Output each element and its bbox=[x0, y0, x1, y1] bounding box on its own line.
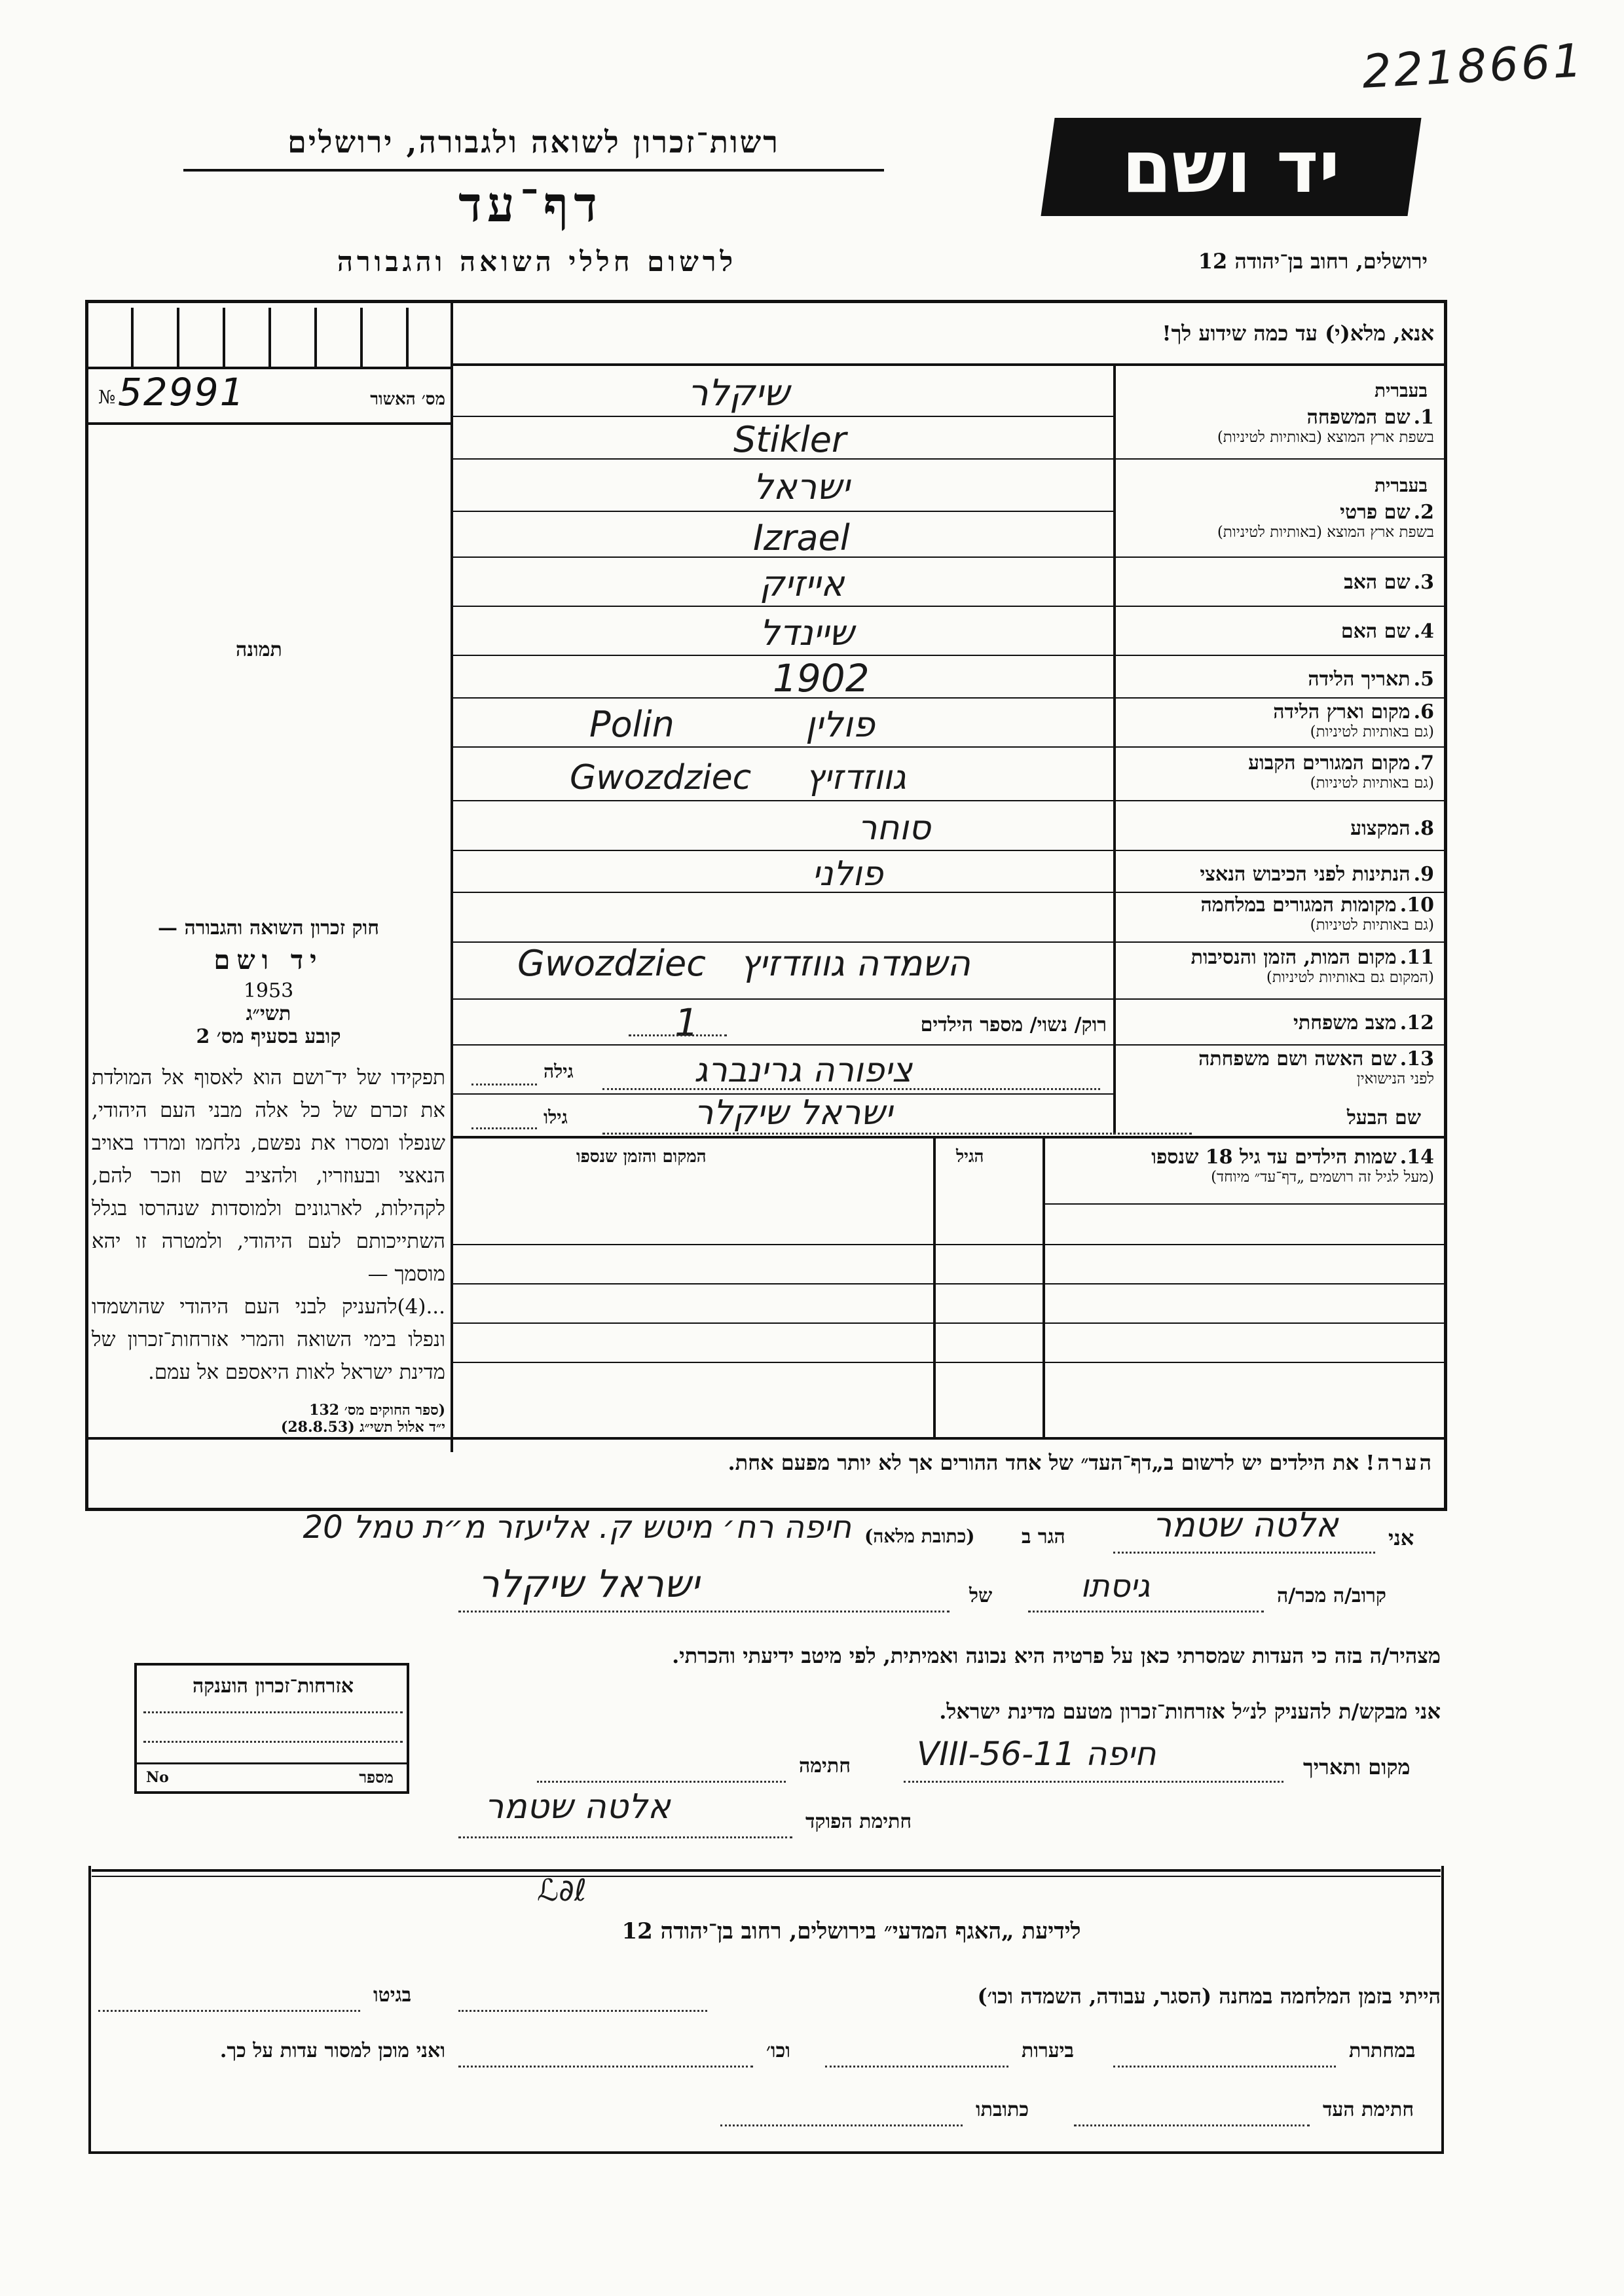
authority-heading: רשות־זכרון לשואה ולגבורה, ירושלים bbox=[287, 124, 780, 160]
residence-value: גווזדזיץ bbox=[805, 758, 906, 797]
left-column-divider bbox=[451, 300, 453, 1452]
field-7: 7. מקום המגורים הקבוע (גם באותיות לטיניות) bbox=[1248, 752, 1434, 792]
residence-latin-value: Gwozdziec bbox=[570, 758, 752, 797]
wife-age-label: גילה bbox=[544, 1061, 574, 1082]
registry-top-line bbox=[88, 367, 452, 369]
in-hebrew-1: בעברית bbox=[1374, 380, 1428, 401]
children-label: 14. שמות הילדים עד גיל 18 שנספו (מעל לגיל זה רושמים „דף־עד״ מיוחד) bbox=[1151, 1146, 1434, 1186]
nationality-value: פולני bbox=[812, 854, 883, 894]
decl-relative-label: קרוב/ה מכר/ה bbox=[1277, 1584, 1386, 1607]
decl-addr-label: (כתובת מלאה) bbox=[864, 1525, 975, 1547]
law-ref-date: י״ד אלול תשי״ג (28.8.53) bbox=[280, 1419, 445, 1436]
label-column-divider bbox=[1113, 365, 1116, 1135]
decl-i-label: אני bbox=[1388, 1525, 1414, 1550]
registry-bottom-line bbox=[88, 422, 452, 425]
logo-text: יד ושם bbox=[1122, 125, 1340, 209]
photo-label: תמונה bbox=[236, 638, 282, 661]
mother-name-value: שיינדל bbox=[760, 612, 855, 653]
form-intro: אנא, מלא(י) עד כמה שידוע לך! bbox=[1162, 321, 1434, 346]
field-11: 11. מקום המות, הזמן והנסיבות (המקום גם באותיות לטיניות) bbox=[1190, 946, 1434, 986]
children-count-value: 1 bbox=[674, 1000, 699, 1045]
footer-line1: הייתי בזמן המלחמה במחנה (הסגר, עבודה, השמדה וכו׳) bbox=[977, 1984, 1441, 2009]
field-12: 12. מצב משפחתי bbox=[1293, 1011, 1434, 1034]
law-year-hebrew: תשי״ג bbox=[246, 1002, 291, 1025]
address: ירושלים, רחוב בן־יהודה 12 bbox=[1198, 249, 1428, 274]
law-year: 1953 bbox=[243, 979, 294, 1002]
authority-underline bbox=[183, 169, 884, 172]
decl-place-date-label: מקום ותאריך bbox=[1303, 1755, 1411, 1779]
law-body: תפקידו של יד־ושם הוא לאסוף אל המולדת את זכרם של כל אלה מבני העם היהודי, שנפלו ומסרו את נפשם, נלחמו ומרדו באויב הנאצי ובעוזריו, ולהציב שם וזכר להם, לקהילות, לארגונים ולמוסדות שנהרסו בגלל השתייכותם לעם היהודי, ולמטרה זו יהא מוסמך — bbox=[92, 1066, 445, 1286]
footer-address-label: כתובתו bbox=[976, 2098, 1029, 2121]
field-13: 13. שם האשה ושם משפחתה לפני הנישואין bbox=[1198, 1048, 1434, 1087]
initials-mark: ℒ∂ℓ bbox=[537, 1872, 587, 1908]
in-hebrew-2: בעברית bbox=[1374, 475, 1428, 496]
doc-title: דף־עד bbox=[458, 177, 602, 233]
note-text: את הילדים יש לרשום ב„דף־העד״ של אחד ההורים אך לא יותר מפעם אחת. bbox=[728, 1450, 1359, 1475]
law-clause: קובע בסעיף מס׳ 2 bbox=[196, 1025, 341, 1048]
field-2: 2. שם פרטי בשפת ארץ המוצא (באותיות לטיניות) bbox=[1217, 501, 1434, 541]
decl-of-value: ישראל שיקלר bbox=[478, 1561, 699, 1606]
decl-officer-value: אלטה שטמר bbox=[485, 1787, 671, 1827]
husband-name-value: ישראל שיקלר bbox=[694, 1093, 893, 1133]
law-block bbox=[92, 917, 445, 1436]
field-9: 9. הנתינות לפני הכיבוש הנאצי bbox=[1200, 863, 1434, 886]
footer-forests: ביערות bbox=[1022, 2039, 1075, 2062]
intro-row-line bbox=[452, 363, 1447, 366]
field-3: 3. שם האב bbox=[1344, 571, 1434, 594]
footer-etc: וכו׳ bbox=[766, 2039, 790, 2062]
birth-date-value: 1902 bbox=[773, 656, 870, 701]
no-mark: № bbox=[98, 386, 116, 408]
decl-place-date-value: חיפה 11-VIII-56 bbox=[917, 1735, 1156, 1773]
decl-addr-value: חיפה רח׳ מיטש ק. אליעזר מ״ת טמל 20 bbox=[303, 1509, 851, 1546]
yad-vashem-logo bbox=[1041, 118, 1421, 216]
citizenship-box bbox=[134, 1663, 409, 1794]
birth-place-latin-value: Polin bbox=[589, 704, 674, 745]
footer-ghetto: בגיטו bbox=[373, 1984, 412, 2007]
wife-name-value: ציפורה גרינברג bbox=[694, 1051, 913, 1090]
field-5: 5. תאריך הלידה bbox=[1308, 668, 1434, 691]
footer-ready: ואני מוכן למסור עדות על כך. bbox=[219, 2039, 445, 2062]
decl-i-value: אלטה שטמר bbox=[1153, 1506, 1338, 1545]
registry-boxes bbox=[92, 308, 445, 367]
death-place-value: השמדה גווזדזיץ bbox=[740, 943, 970, 984]
surname-latin-value: Stikler bbox=[733, 419, 847, 460]
field-10: 10. מקומות המגורים במלחמה (גם באותיות לטיניות) bbox=[1200, 894, 1434, 934]
firstname-latin-value: Izrael bbox=[753, 517, 850, 558]
registry-value: 52991 bbox=[118, 370, 246, 414]
occupation-value: סוחר bbox=[858, 809, 931, 848]
law-ref: (ספר החוקים מס׳ 132 bbox=[309, 1402, 445, 1419]
field-4: 4. שם האם bbox=[1340, 620, 1434, 643]
law-name: יד ושם bbox=[213, 945, 323, 975]
footer-notice: לידיעת „האגף המדעי״ בירושלים, רחוב בן־יהודה 12 bbox=[621, 1918, 1081, 1944]
citizenship-title: אזרחות־זכרון הוענקה bbox=[192, 1675, 354, 1698]
decl-relation-value: גיסתו bbox=[1080, 1568, 1151, 1605]
decl-of-label: של bbox=[969, 1584, 993, 1607]
footer-underground: במחתרת bbox=[1349, 2039, 1416, 2062]
citizenship-no: No bbox=[146, 1769, 169, 1786]
death-place-latin-value: Gwozdziec bbox=[517, 943, 706, 984]
citizenship-number-label: מספר bbox=[359, 1768, 394, 1787]
field-1: 1. שם המשפחה בשפת ארץ המוצא (באותיות לטיניות) bbox=[1217, 406, 1434, 446]
father-name-value: אייזיק bbox=[760, 563, 845, 604]
law-title: חוק זכרון השואה והגבורה — bbox=[158, 917, 379, 939]
footer-witness-sig: חתימת העד bbox=[1323, 2098, 1414, 2121]
note bbox=[471, 1450, 1434, 1475]
archive-number: 2218661 bbox=[1361, 33, 1586, 99]
subtitle: לרשום חללי השואה והגבורה bbox=[337, 246, 737, 278]
footer-frame bbox=[88, 1866, 1444, 2154]
field-8: 8. המקצוע bbox=[1350, 817, 1434, 840]
marital-options: רוק/ נשוי/ מספר הילדים bbox=[920, 1013, 1107, 1036]
firstname-hebrew-value: ישראל bbox=[753, 466, 850, 507]
children-place-header: המקום והזמן שנספו bbox=[576, 1147, 707, 1167]
decl-signature-label: חתימה bbox=[799, 1755, 851, 1777]
husband-label: שם הבעל bbox=[1346, 1106, 1421, 1129]
decl-statement: מצהיר/ה בזה כי העדות שמסרתי כאן על פרטיה היא נכונה ואמיתית, לפי מיטב ידיעתי והכרתי. bbox=[672, 1643, 1441, 1668]
decl-request: אני מבקש/ת להעניק לנ״ל אזרחות־זכרון מטעם מדינת ישראל. bbox=[939, 1699, 1441, 1724]
registry-label: מס׳ האשור bbox=[370, 390, 445, 409]
law-body-2: ...(4)להעניק לבני העם היהודי שהושמדו ונפלו בימי השואה והמרי אזרחות־זכרון של מדינת ישראל לאות היאספם אל עמם. bbox=[92, 1295, 445, 1384]
decl-resident: הגר ב bbox=[1022, 1525, 1065, 1548]
field-6: 6. מקום וארץ הלידה (גם באותיות לטיניות) bbox=[1273, 701, 1434, 740]
children-age-header: הגיל bbox=[956, 1147, 984, 1167]
husband-age-label: גילו bbox=[544, 1106, 568, 1128]
surname-hebrew-value: שיקלר bbox=[688, 372, 790, 414]
decl-officer-label: חתימת הפוקד bbox=[805, 1810, 912, 1833]
note-label: הערה! bbox=[1365, 1450, 1434, 1475]
birth-place-value: פולין bbox=[805, 704, 875, 745]
